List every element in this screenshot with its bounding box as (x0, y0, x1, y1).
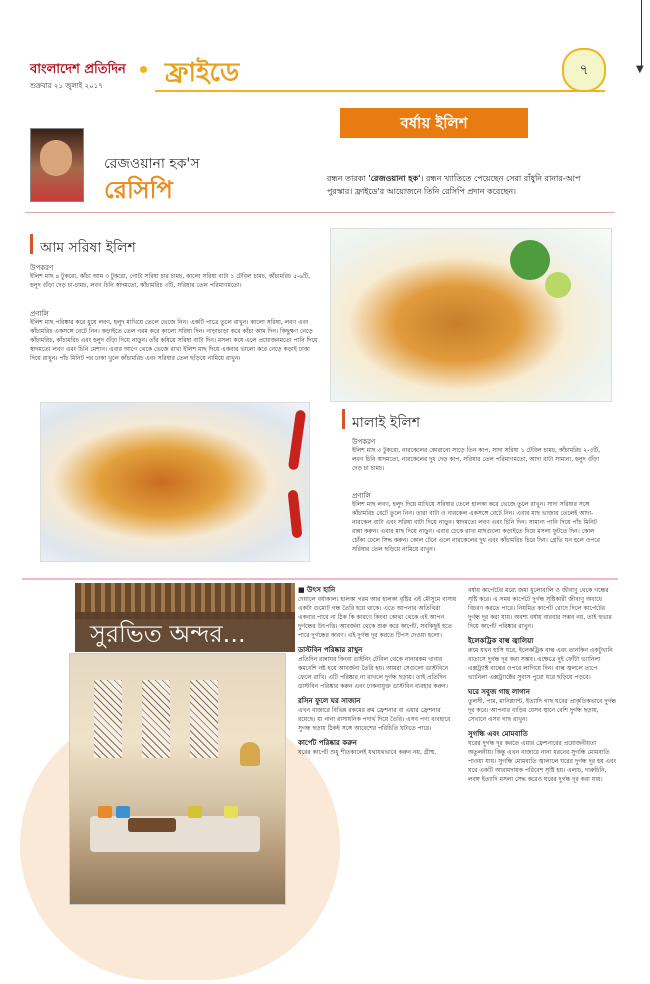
recipe1-method-heading: প্রণালি (30, 310, 49, 318)
col2-text-2: রুমে যখন হাসি ঘরে, ইলেকট্রিক বাল্ব এবং তানকিন একটুখানি বাতাসে দুর্গন্ধ দূর করা সম্ভব। এক্ষেত্রে দুই ফোঁটা ভ্যানিলা এক্সট্র্যাক্ট বাল্বের ওপরে লাগিয়ে দিন। বাল্ব জ্বললে তাপে ভ্যানিলা এক্সট্র্যাক্টের সুবাস পুরো ঘরে ছড়িয়ে পড়বে। (468, 647, 613, 681)
header-divider (25, 212, 615, 213)
scroll-down-arrow-icon[interactable]: ▼ (636, 64, 644, 75)
section-title: ফ্রাইডে (165, 58, 240, 88)
lattice-window-3 (190, 680, 218, 758)
col1-block-1 (298, 586, 458, 640)
col1-block-3 (298, 697, 458, 733)
recipe-heading: রেসিপি (104, 176, 173, 204)
col2-block-4 (468, 730, 618, 784)
feature-column-1 (298, 586, 458, 757)
col2-heading-4: সুগন্ধি এবং মোমবাতি (468, 730, 528, 738)
col1-text-3: এখন বাজারে বিভিন্ন রকমের রুম ফ্রেশনার বা এয়ার ফ্রেশনার রয়েছে। যা নানা রাসায়নিক পদার্থ দিয়ে তৈরি। এসব পণ্য ব্যবহারে সুগন্ধ ছড়ায় ঠিকই সঙ্গে আবেশের পরিচিতি ঘটাতে পারে। (298, 707, 451, 732)
recipe1-ingredients: ইলিশ মাছ ৪ টুকরো, কাঁচা আম ৩ টুকরো, গোটা সরিষা চার চামচ, কালো সরিষা বাটা ১ টেবিল চামচ, কাঁচামরিচ ৫-৬টি, হলুদ গুঁড়া দেড় চা-চামচ, লবণ চিনি স্বাদমতো, কাঁচামরিচ ৩টি, সরিষার তেল পরিমাণমতো। (30, 273, 310, 289)
recipe1-accent-bar (30, 234, 33, 254)
hanging-lamp (240, 742, 260, 766)
intro-text-2: । রন্ধন খ্যাতিতে পেয়েছেন সেরা রাঁধুনি রানার-আপ পুরস্কার। ফ্রাইডে'র আয়োজনে তিনি রেসিপি প্রদান করেছেন। (327, 174, 581, 196)
col1-text-2: প্রতিদিন রান্নাঘর কিংবা ডাইনিং টেবিল থেকে নানারকম খাবার কমবেশি নষ্ট হয়ে আবর্জনা তৈরি হয়। আমরা সেগুলো ডাস্টবিনে ফেলে রাখি। এটি পরিষ্কার না রাখলে দুর্গন্ধ ছড়ায়। তাই প্রতিদিন ডাস্টবিন পরিষ্কার করুন এবং ঢাকনাযুক্ত ডাস্টবিন ব্যবহার করুন। (298, 656, 449, 690)
feature-title: সুরভিত অন্দর... (90, 620, 246, 648)
intro-chef-bold: 'রেজওয়ানা হক' (368, 174, 421, 183)
col2-text-4: ঘরের দুর্গন্ধ দূর করতে এয়ার ফ্রেশনারের প্রয়োজনীয়তা অতুলনীয়। কিন্তু এখন বাজারে নানা ধরনের সুগন্ধি মোমবাতি পাওয়া যায়। সুগন্ধি মোমবাতি জ্বালালে ঘরের দুর্গন্ধ দূর হয় এবং ঘরে একটি আরামদায়ক পরিবেশ সৃষ্টি হয়। এলাচ, দারুচিনি, লবঙ্গ ইত্যাদি মসলা সেদ্ধ করেও ঘরের দুর্গন্ধ দূর করা যায়। (468, 740, 617, 783)
col1-text-1: দেয়ালে বর্ষাকাল। হালকা গরম আর হালকা বৃষ্টির এই মৌসুমে বাসায় একটা গুমোট গন্ধ তৈরি হয়ে থাকে। এতে আপনার অতিথিরা একবার পারে না ঠিক কি কারণে কিংবা কোথা থেকে এই আপন দুর্গন্ধের উৎপত্তি। আবর্জনা থেকে শুরু করে কার্পেট, সবকিছুই হতে পারে দুর্গন্ধের কারণ। এই দুর্গন্ধ দূর করতে টিপস দেওয়া হলো। (298, 596, 457, 639)
recipe1-title: আম সরিষা ইলিশ (40, 240, 136, 256)
chef-name: রেজওয়ানা হক'স (104, 156, 200, 172)
issue-date: শুক্রবার ২১ জুলাই ২০১৭ (30, 82, 103, 90)
cushion-3 (188, 806, 202, 818)
recipe2-ingredients-heading: উপকরণ (352, 438, 376, 446)
coffee-table (128, 818, 176, 832)
col2-text-1: বর্ষায় কার্পেটের মধ্যে জমা ধুলোবালি ও জীবাণু থেকে গন্ধের সৃষ্টি করে। এ সময় কার্পেটে দুর্গন্ধ সৃষ্টিকারী জীবাণু অবাধে বিচরণ করতে পারে। নিয়মিত কার্পেট রোদে দিলে কার্পেটের দুর্গন্ধ দূর করা যায়। অবশ্য বর্ষায় বারবার সম্ভব নয়, তাই হুভার দিয়ে কার্পেট পরিষ্কার রাখুন। (468, 587, 612, 630)
col2-block-3 (468, 688, 618, 724)
recipe1-method: ইলিশ মাছ পরিষ্কার করে ধুয়ে লবণ, হলুদ মাখিয়ে তেলে ভেজে নিন। একটি পাত্রে তুলে রাখুন। কালো সরিষা, লবণ এবং কাঁচামরিচ একসঙ্গে বেটে নিন। কড়াইতে তেল গরম করে কালো সরিষা দিন। নাড়াচাড়া করে কাঁচা আম দিন। কিছুক্ষণ নেড়ে কাঁচামরিচ, কাঁচামরিচ এবং হলুদ গুঁড়া দিয়ে নাড়ুন। তাঁর কষিয়ে সরিষা বাটা দিন। মসলা কষে এলে প্রয়োজনমতো পানি দিয়ে স্বাদমতো লবণ এবং চিনি মেশান। এবার আগে থেকে ভেজে রাখা ইলিশ মাছ দিয়ে একবার ভালো করে নেড়ে কড়াই ঢাকা দিয়ে রাখুন। পাঁচ মিনিট পর ঢাকা খুলে কাঁচামরিচ এবং সরিষার তেল ছড়িয়ে নামিয়ে রাখুন। (30, 319, 318, 362)
newspaper-logo: বাংলাদেশ প্রতিদিন (30, 62, 126, 77)
aam-sorisha-ilish-photo (330, 228, 612, 402)
col2-heading-3: ঘরে সবুজ গাছ লাগান (468, 688, 530, 696)
cushion-2 (116, 806, 130, 818)
col1-heading-1: ■ উৎস হানি (298, 586, 336, 594)
intro-text-1: রন্ধন তারকা (327, 174, 369, 183)
feature-column-2 (468, 586, 618, 784)
recipe-section-banner: বর্ষায় ইলিশ (340, 108, 528, 138)
recipe2-ingredients: ইলিশ মাছ ৩ টুকরো, নারকেলের কোরানো সাড়ে তিন কাপ, সাদা সরিষা ১ টেবিল চামচ, কাঁচামরিচ ২-৩টি, লবণ চিনি স্বাদমতো, নারকেলের দুধ দেড় কাপ, সরিষার তেল পরিমাণমতো, আদা বাটা সামান্য, হলুদ গুঁড়া দেড় চা চামচ। (352, 447, 601, 472)
col1-block-2 (298, 646, 458, 691)
recipe1-ingredients-heading: উপকরণ (30, 264, 54, 272)
lattice-window-2 (142, 680, 170, 758)
header-rule (155, 90, 605, 92)
herb-garnish (510, 240, 550, 280)
col2-block-2 (468, 637, 618, 682)
chef-intro (327, 172, 607, 198)
recipe2-method-heading: প্রণালি (352, 492, 371, 500)
chef-portrait-face (40, 140, 72, 176)
recipe2-method: ইলিশ মাছ লবণ, হলুদ দিয়ে মাখিয়ে সরিষার তেলে হালকা করে ভেজে তুলে রাখুন। সাদা সরিষার সঙ্গে কাঁচামরিচ বেটে তুলে নিন। তারা বাটা ও নারকেল একসঙ্গে বেটে নিন। এবার মাছ ভাজার তেলেই আদা-নারকেল বাটা এবং সরিষা বাটা দিয়ে নাড়ুন। স্বাদমতো লবণ এবং চিনি দিন। সামান্য পানি দিয়ে পাঁচ মিনিট রান্না করুন। এবার মাছ দিয়ে নাড়ুন। এবার ঢেকে রাখা মাছগুলো কড়াইতে দিয়ে মসলা ফুটতে দিন। কোল চোঁকা ঢেলে সিদ্ধ করুন। কোল টেনে এলে নারকেলের দুধ এবং কাঁচামরিচ চিরে দিন। গ্রেভি ঘন হলে ওপরে সরিষার তেল ছড়িয়ে নামিয়ে রাখুন। (352, 501, 600, 553)
recipe2-title: মালাই ইলিশ (352, 415, 421, 431)
page-number: ৭ (562, 48, 606, 92)
lime-garnish (545, 272, 571, 298)
col2-heading-2: ইলেকট্রিক বাল্ব জ্বালিয়া (468, 637, 534, 645)
col2-text-3: তুলসী, পাম, মানিপ্ল্যান্ট, ইত্যাদি গাছ ঘরের প্রাকৃতিকভাবে দুর্গন্ধ দূর করে। আপনার বাড়ির যেসব স্থানে বেশি দুর্গন্ধ ছড়ায়, সেখানে এসব গাছ রাখুন। (468, 698, 617, 723)
col1-text-4: ঘরের কার্পেট শুধু শীতকালেই যথাযথভাবে করুন নয়, গ্রীষ্ম, (298, 749, 437, 756)
col1-heading-4: কার্পেট পরিষ্কার করুন (298, 739, 357, 747)
cushion-1 (98, 806, 112, 818)
cushion-4 (224, 806, 238, 818)
col1-block-4 (298, 739, 458, 757)
section-divider (22, 578, 618, 580)
col1-heading-2: ডাস্টবিন পরিষ্কার রাখুন (298, 646, 363, 654)
lattice-window-1 (94, 680, 122, 758)
scroll-line (641, 0, 642, 66)
malai-ilish-photo (40, 402, 310, 562)
dot-separator (140, 66, 147, 73)
recipe2-accent-bar (342, 409, 345, 429)
col1-heading-3: রসিন ফুলে ঘর সাজান (298, 697, 361, 705)
col2-block-1 (468, 586, 618, 631)
